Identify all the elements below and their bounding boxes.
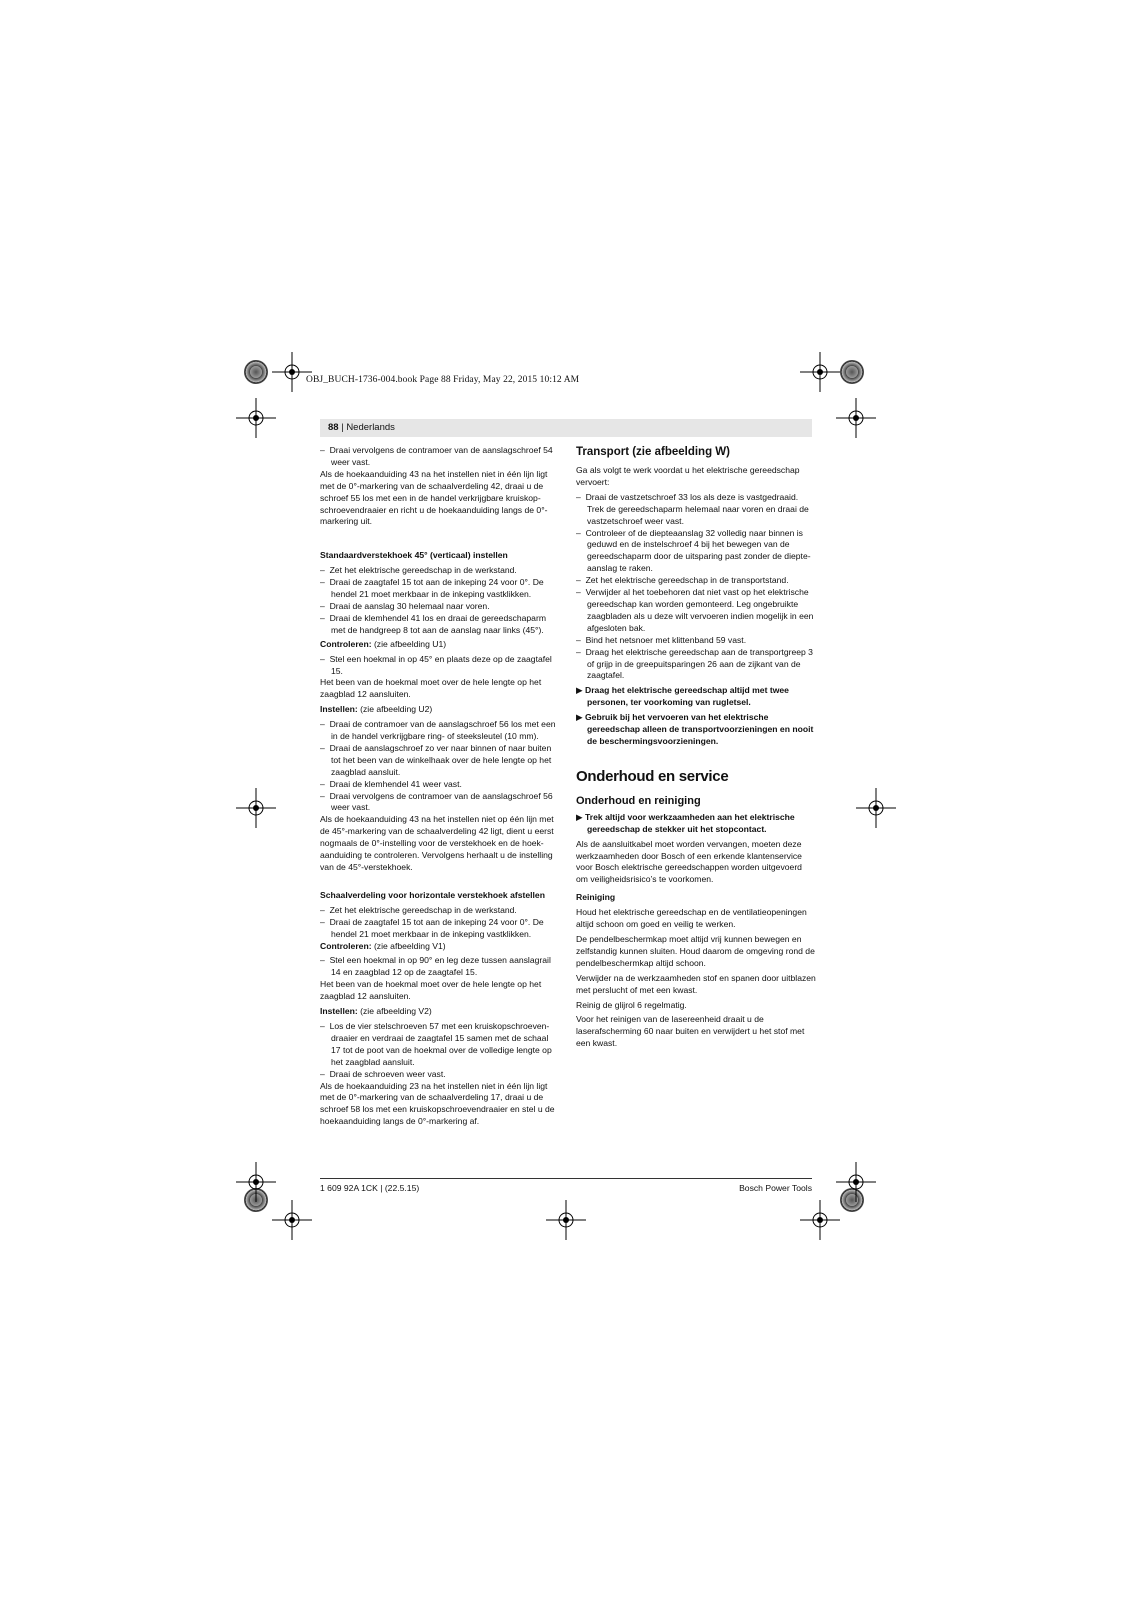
paragraph: Het been van de hoekmal moet over de hele lengte op het zaagblad 12 aansluiten. (320, 979, 542, 1002)
right-column (576, 445, 816, 1053)
paragraph: Als de hoekaanduiding 43 na het instellen niet op één lijn met de 45°-markering van de schaalverdeling 42 ligt, dient u eerst nogmaals de 0°-instelling voor de verstekhoek en de hoek-aanduiding te controleren. Vervolgens herhaalt u de instelling van de 45°-verstekhoek. (320, 814, 554, 872)
cleaning-heading: Onderhoud en reiniging (576, 794, 701, 807)
transport-heading: Transport (zie afbeelding W) (576, 446, 730, 458)
paragraph: Het been van de hoekmal moet over de hele lengte op het zaagblad 12 aansluiten. (320, 677, 542, 700)
page-header (320, 419, 812, 437)
page-number: 88 (328, 422, 339, 433)
warning-item: ▶ Trek altijd voor werkzaamheden aan het elektrische gereedschap de stekker uit het stopcontact. (576, 811, 795, 834)
list-item: – Controleer of de diepteaanslag 32 volledig naar binnen is geduwd en de instelschroef 4 bij het bewegen van de gereedschaparm door de uitsparing past zonder de diepte-aanslag te raken. (576, 527, 811, 574)
list-item: – Bind het netsnoer met klittenband 59 vast. (576, 634, 747, 645)
section-heading: Standaardverstekhoek 45° (verticaal) instellen (320, 550, 508, 561)
list-item: – Draai vervolgens de contramoer van de aanslagschroef 56 weer vast. (320, 790, 553, 813)
paragraph: De pendelbeschermkap moet altijd vrij kunnen bewegen en zelfstandig kunnen sluiten. Houd daarom de omgeving rond de pendelbeschermkap altijd schoon. (576, 934, 815, 968)
registration-disc-top-left (244, 360, 268, 384)
warning-item: ▶ Gebruik bij het vervoeren van het elektrische gereedschap alleen de transportvoorzieningen en nooit de beschermingsvoorzieningen. (576, 712, 814, 746)
list-item: – Draai de aanslag 30 helemaal naar voren. (320, 600, 490, 611)
crosshair-icon (856, 788, 896, 828)
crosshair-icon (546, 1200, 586, 1240)
service-heading: Onderhoud en service (576, 767, 729, 785)
sub-label: Instellen: (zie afbeelding V2) (320, 1006, 432, 1017)
paragraph: Reinig de glijrol 6 regelmatig. (576, 999, 687, 1010)
crosshair-icon (836, 398, 876, 438)
footer-divider (320, 1178, 812, 1179)
list-item: – Zet het elektrische gereedschap in de werkstand. (320, 904, 517, 915)
footer-doc-id: 1 609 92A 1CK | (22.5.15) (320, 1183, 420, 1193)
list-item: – Draai de contramoer van de aanslagschroef 56 los met een in de handel verkrijgbare ring- of steeksleutel (10 mm). (320, 719, 556, 742)
paragraph: Als de hoekaanduiding 43 na het instellen niet in één lijn ligt met de 0°-markering van de schaalverdeling 42, draai u de schroef 55 los met een in de handel verkrijgbare kruiskop-schroevendraaier en richt u de hoekaanduiding langs de 0°-markering uit. (320, 468, 548, 527)
registration-disc-top-right (840, 360, 864, 384)
paragraph: Als de hoekaanduiding 23 na het instellen niet in één lijn ligt met de 0°-markering van de schaalverdeling 17, draai u de schroef 58 los met een kruiskopschroevendraaier en stel u de hoekaanduiding langs de 0°-markering af. (320, 1080, 555, 1127)
paragraph: Ga als volgt te werk voordat u het elektrische gereedschap vervoert: (576, 465, 800, 487)
triangle-bullet-icon: ▶ (576, 712, 583, 723)
list-item: – Verwijder al het toebehoren dat niet vast op het elektrische gereedschap kan worden gemonteerd. Leg ongebruikte zaagbladen als u deze wilt vervoeren indien mogelijk in een afgesloten bak. (576, 587, 814, 633)
section-name: | Nederlands (338, 422, 395, 433)
crosshair-icon (272, 1200, 312, 1240)
triangle-bullet-icon: ▶ (576, 685, 583, 696)
list-item: – Draag het elektrische gereedschap aan de transportgreep 3 of grijp in de greepuitsparingen 26 aan de zijkant van de zaagtafel. (576, 646, 813, 681)
crosshair-icon (800, 352, 840, 392)
crosshair-icon (272, 352, 312, 392)
paragraph: Als de aansluitkabel moet worden vervangen, moeten deze werkzaamheden door Bosch of een erkende klantenservice voor Bosch elektrische gereedschappen worden uitgevoerd om veiligheidsrisico’s te voorkomen. (576, 838, 802, 885)
list-item: – Draai de schroeven weer vast. (320, 1068, 446, 1079)
list-item: – Draai vervolgens de contramoer van de aanslagschroef 54 weer vast. (320, 445, 553, 467)
list-item: – Draai de aanslagschroef zo ver naar binnen of naar buiten tot het been van de winkelhaak over de hele lengte op het zaagblad aansluit. (320, 742, 552, 777)
crosshair-icon (236, 1162, 276, 1202)
list-item: – Zet het elektrische gereedschap in de werkstand. (320, 565, 517, 576)
list-item: – Los de vier stelschroeven 57 met een kruiskopschroeven-draaier en verdraai de zaagtafel 15 samen met de schaal 17 tot de poot van de hoekmal over de volledige lengte op het zaagblad aansluit. (320, 1020, 552, 1067)
sub-label: Controleren: (zie afbeelding U1) (320, 638, 447, 649)
list-item: – Stel een hoekmal in op 45° en plaats deze op de zaagtafel 15. (320, 653, 552, 676)
crosshair-icon (236, 788, 276, 828)
paragraph: Houd het elektrische gereedschap en de ventilatieopeningen altijd schoon om goed en veilig te werken. (576, 907, 807, 930)
paragraph: Voor het reinigen van de lasereenheid draait u de laserafscherming 60 naar buiten en verwijdert u het stof met een kwast. (576, 1014, 805, 1049)
triangle-bullet-icon: ▶ (576, 811, 583, 822)
list-item: – Zet het elektrische gereedschap in de transportstand. (576, 575, 789, 586)
section-heading: Schaalverdeling voor horizontale verstekhoek afstellen (320, 889, 545, 900)
list-item: – Draai de klemhendel 41 weer vast. (320, 778, 462, 789)
crosshair-icon (800, 1200, 840, 1240)
paragraph: Verwijder na de werkzaamheden stof en spanen door uitblazen met perslucht of met een kwast. (576, 972, 816, 995)
footer-brand: Bosch Power Tools (739, 1183, 812, 1193)
list-item: – Draai de vastzetschroef 33 los als deze is vastgedraaid. Trek de gereedschaparm helemaal naar voren en draai de vastzetschroef weer vast. (576, 491, 809, 526)
list-item: – Stel een hoekmal in op 90° en leg deze tussen aanslagrail 14 en zaagblad 12 op de zaagtafel 15. (320, 955, 551, 978)
sub-label: Instellen: (zie afbeelding U2) (320, 704, 433, 715)
crosshair-icon (836, 1162, 876, 1202)
crosshair-icon (236, 398, 276, 438)
warning-item: ▶ Draag het elektrische gereedschap altijd met twee personen, ter voorkoming van rugletsel. (576, 685, 789, 708)
left-column (320, 445, 560, 1131)
list-item: – Draai de zaagtafel 15 tot aan de inkeping 24 voor 0°. De hendel 21 moet merkbaar in de inkeping vastklikken. (320, 577, 544, 600)
sub-label: Controleren: (zie afbeelding V1) (320, 940, 446, 951)
list-item: – Draai de klemhendel 41 los en draai de gereedschaparm met de handgreep 8 tot aan de aanslag naar links (45°). (320, 612, 546, 635)
list-item: – Draai de zaagtafel 15 tot aan de inkeping 24 voor 0°. De hendel 21 moet merkbaar in de inkeping vastklikken. (320, 916, 544, 939)
reiniging-heading: Reiniging (576, 892, 616, 903)
file-info-line: OBJ_BUCH-1736-004.book Page 88 Friday, May 22, 2015 10:12 AM (306, 375, 580, 385)
